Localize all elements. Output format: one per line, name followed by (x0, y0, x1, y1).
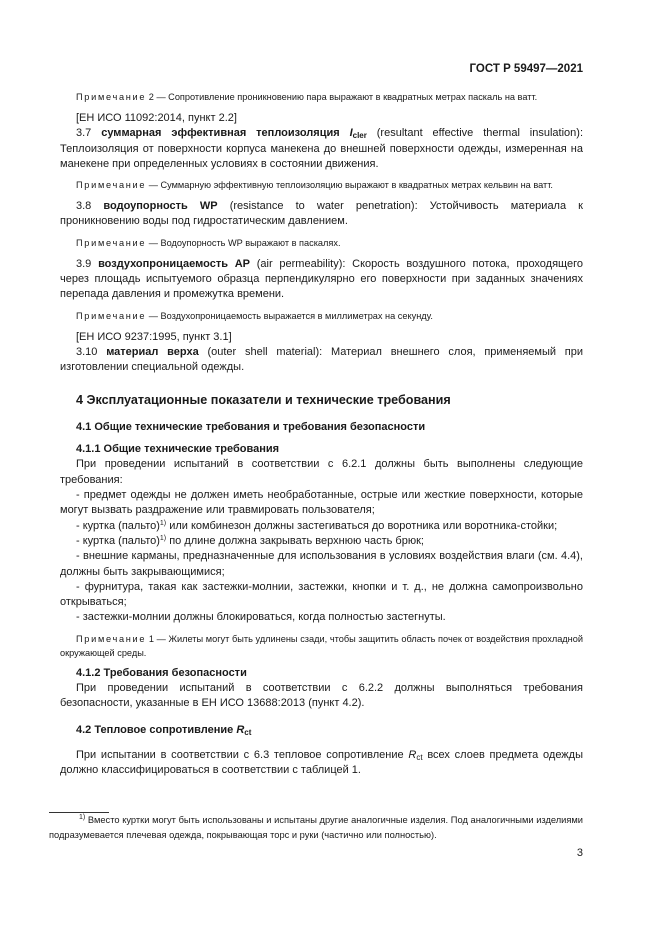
note-number: 2 (148, 92, 154, 102)
note-text: — Воздухопроницаемость выражается в миллиметрах на секунду. (148, 310, 433, 321)
list-item (60, 580, 583, 611)
reference-iso-9237: [ЕН ИСО 9237:1995, пункт 3.1] (76, 330, 232, 343)
term-definition: (resistance to water penetration): Устойчивость материала к проникновению воды под гидростатическим давлением. (60, 200, 583, 228)
footnote-reference: 1) (159, 519, 167, 527)
subsection-4-2-heading (60, 723, 583, 738)
paragraph-text: При испытании в соответствии с 6.3 тепловое сопротивление (76, 748, 409, 761)
term-symbol-subscript: cler (352, 131, 367, 141)
footnote-reference: 1) (159, 534, 167, 542)
list-item-text: - предмет одежды не должен иметь необработанные, острые или жесткие поверхности, которые могут вызвать раздражение или травмировать пользователя; (60, 489, 583, 517)
term-number: 3.9 (76, 257, 92, 270)
safety-requirements-text: При проведении испытаний в соответствии с 6.2.2 должны выполняться требования безопасности, указанные в ЕН ИСО 13688:2013 (пункт 4.2). (60, 682, 583, 710)
note-water-resistance (60, 236, 583, 250)
list-item-text: - фурнитура, такая как застежки-молнии, застежки, кнопки и т. д., не должна самопроизвольно открываться; (60, 580, 583, 609)
note-text: — Суммарную эффективную теплоизоляцию выражают в квадратных метрах кельвин на ватт. (148, 180, 553, 191)
document-id-header: ГОСТ Р 59497—2021 (469, 63, 583, 75)
list-item-text: по длине должна закрывать верхнюю часть брюк; (166, 534, 424, 547)
note-label: Примечание (76, 237, 147, 248)
term-3-9 (60, 257, 583, 303)
list-item (60, 549, 583, 580)
list-item (60, 488, 583, 519)
term-number: 3.10 (76, 345, 98, 358)
term-name: воздухопроницаемость AP (98, 257, 250, 270)
term-3-7 (60, 126, 583, 172)
paragraph-text: всех слоев предмета одежды должно классифицироваться в соответствии с таблицей 1. (60, 748, 583, 777)
subsection-4-1-2-heading: 4.1.2 Требования безопасности (76, 666, 247, 679)
note-text: — Сопротивление проникновению пара выражают в квадратных метрах паскаль на ватт. (156, 92, 538, 102)
term-definition: (outer shell material): Материал внешнего слоя, применяемый при изготовлении специальной одежды. (60, 345, 583, 374)
list-item-text: или комбинезон должны застегиваться до воротника или воротника-стойки; (166, 519, 558, 532)
list-item (60, 534, 583, 549)
term-number: 3.8 (76, 200, 92, 213)
thermal-resistance-text (60, 748, 583, 779)
term-name: водоупорность WP (103, 200, 218, 213)
term-3-10 (60, 345, 583, 376)
footnote-text: Вместо куртки могут быть использованы и испытаны другие аналогичные изделия. Под аналогичными изделиями подразумевается плечевая одежда, покрывающая торс и руки (частично или полностью). (49, 815, 583, 840)
heading-symbol-subscript: ct (244, 727, 252, 737)
note-number: 1 (148, 633, 154, 644)
subsection-4-1-1-heading: 4.1.1 Общие технические требования (76, 443, 280, 456)
list-item-text: - куртка (пальто) (76, 534, 160, 547)
page-number: 3 (576, 847, 583, 859)
footnote-mark: 1) (79, 814, 86, 821)
note-air-permeability (60, 309, 583, 323)
list-item-text: - внешние карманы, предназначенные для использования в условиях воздействия влаги (см. 4.4), должны быть закрывающимися; (60, 550, 583, 578)
list-item-text: - застежки-молнии должны блокироваться, когда полностью застегнуты. (76, 611, 446, 624)
reference-iso-11092: [ЕН ИСО 11092:2014, пункт 2.2] (76, 112, 237, 124)
term-definition: (resultant effective thermal insulation): Теплоизоляция от поверхности корпуса манекена до внешней поверхности одежды, измеренная на манекене при определенных условиях в состоянии движения. (60, 127, 583, 170)
term-name: материал верха (106, 345, 199, 358)
term-number: 3.7 (76, 127, 92, 140)
note-vapor-resistance (60, 90, 583, 104)
page-body (60, 90, 583, 779)
inline-symbol: R (408, 748, 417, 761)
note-label: Примечание (76, 92, 147, 102)
note-label: Примечание (76, 180, 147, 191)
list-item (60, 610, 583, 625)
subsection-4-1-heading: 4.1 Общие технические требования и требования безопасности (76, 420, 426, 433)
note-thermal-insulation (60, 178, 583, 192)
term-3-8 (60, 199, 583, 230)
heading-text: 4.2 Тепловое сопротивление (76, 723, 237, 736)
note-label: Примечание (76, 633, 147, 644)
inline-symbol-subscript: ct (416, 752, 423, 762)
note-text: — Жилеты могут быть удлинены сзади, чтобы защитить область почек от воздействия прохладной окружающей среды. (60, 633, 583, 658)
list-item (60, 519, 583, 534)
term-symbol: I (349, 127, 353, 140)
list-item-text: - куртка (пальто) (76, 519, 160, 532)
section-4-heading: 4 Эксплуатационные показатели и технические требования (76, 392, 451, 407)
term-definition: (air permeability): Скорость воздушного потока, проходящего через площадь испытуемого образца перпендикулярно его поверхности при заданных значениях перепада давления и промежутка времени. (60, 257, 583, 301)
heading-symbol: R (236, 723, 245, 736)
term-name: суммарная эффективная теплоизоляция (101, 127, 340, 140)
note-text: — Водоупорность WP выражают в паскалях. (148, 237, 341, 248)
footnote (49, 813, 583, 843)
note-vests (60, 632, 583, 660)
general-requirements-intro: При проведении испытаний в соответствии с 6.2.1 должны быть выполнены следующие требования: (60, 458, 583, 486)
note-label: Примечание (76, 310, 147, 321)
